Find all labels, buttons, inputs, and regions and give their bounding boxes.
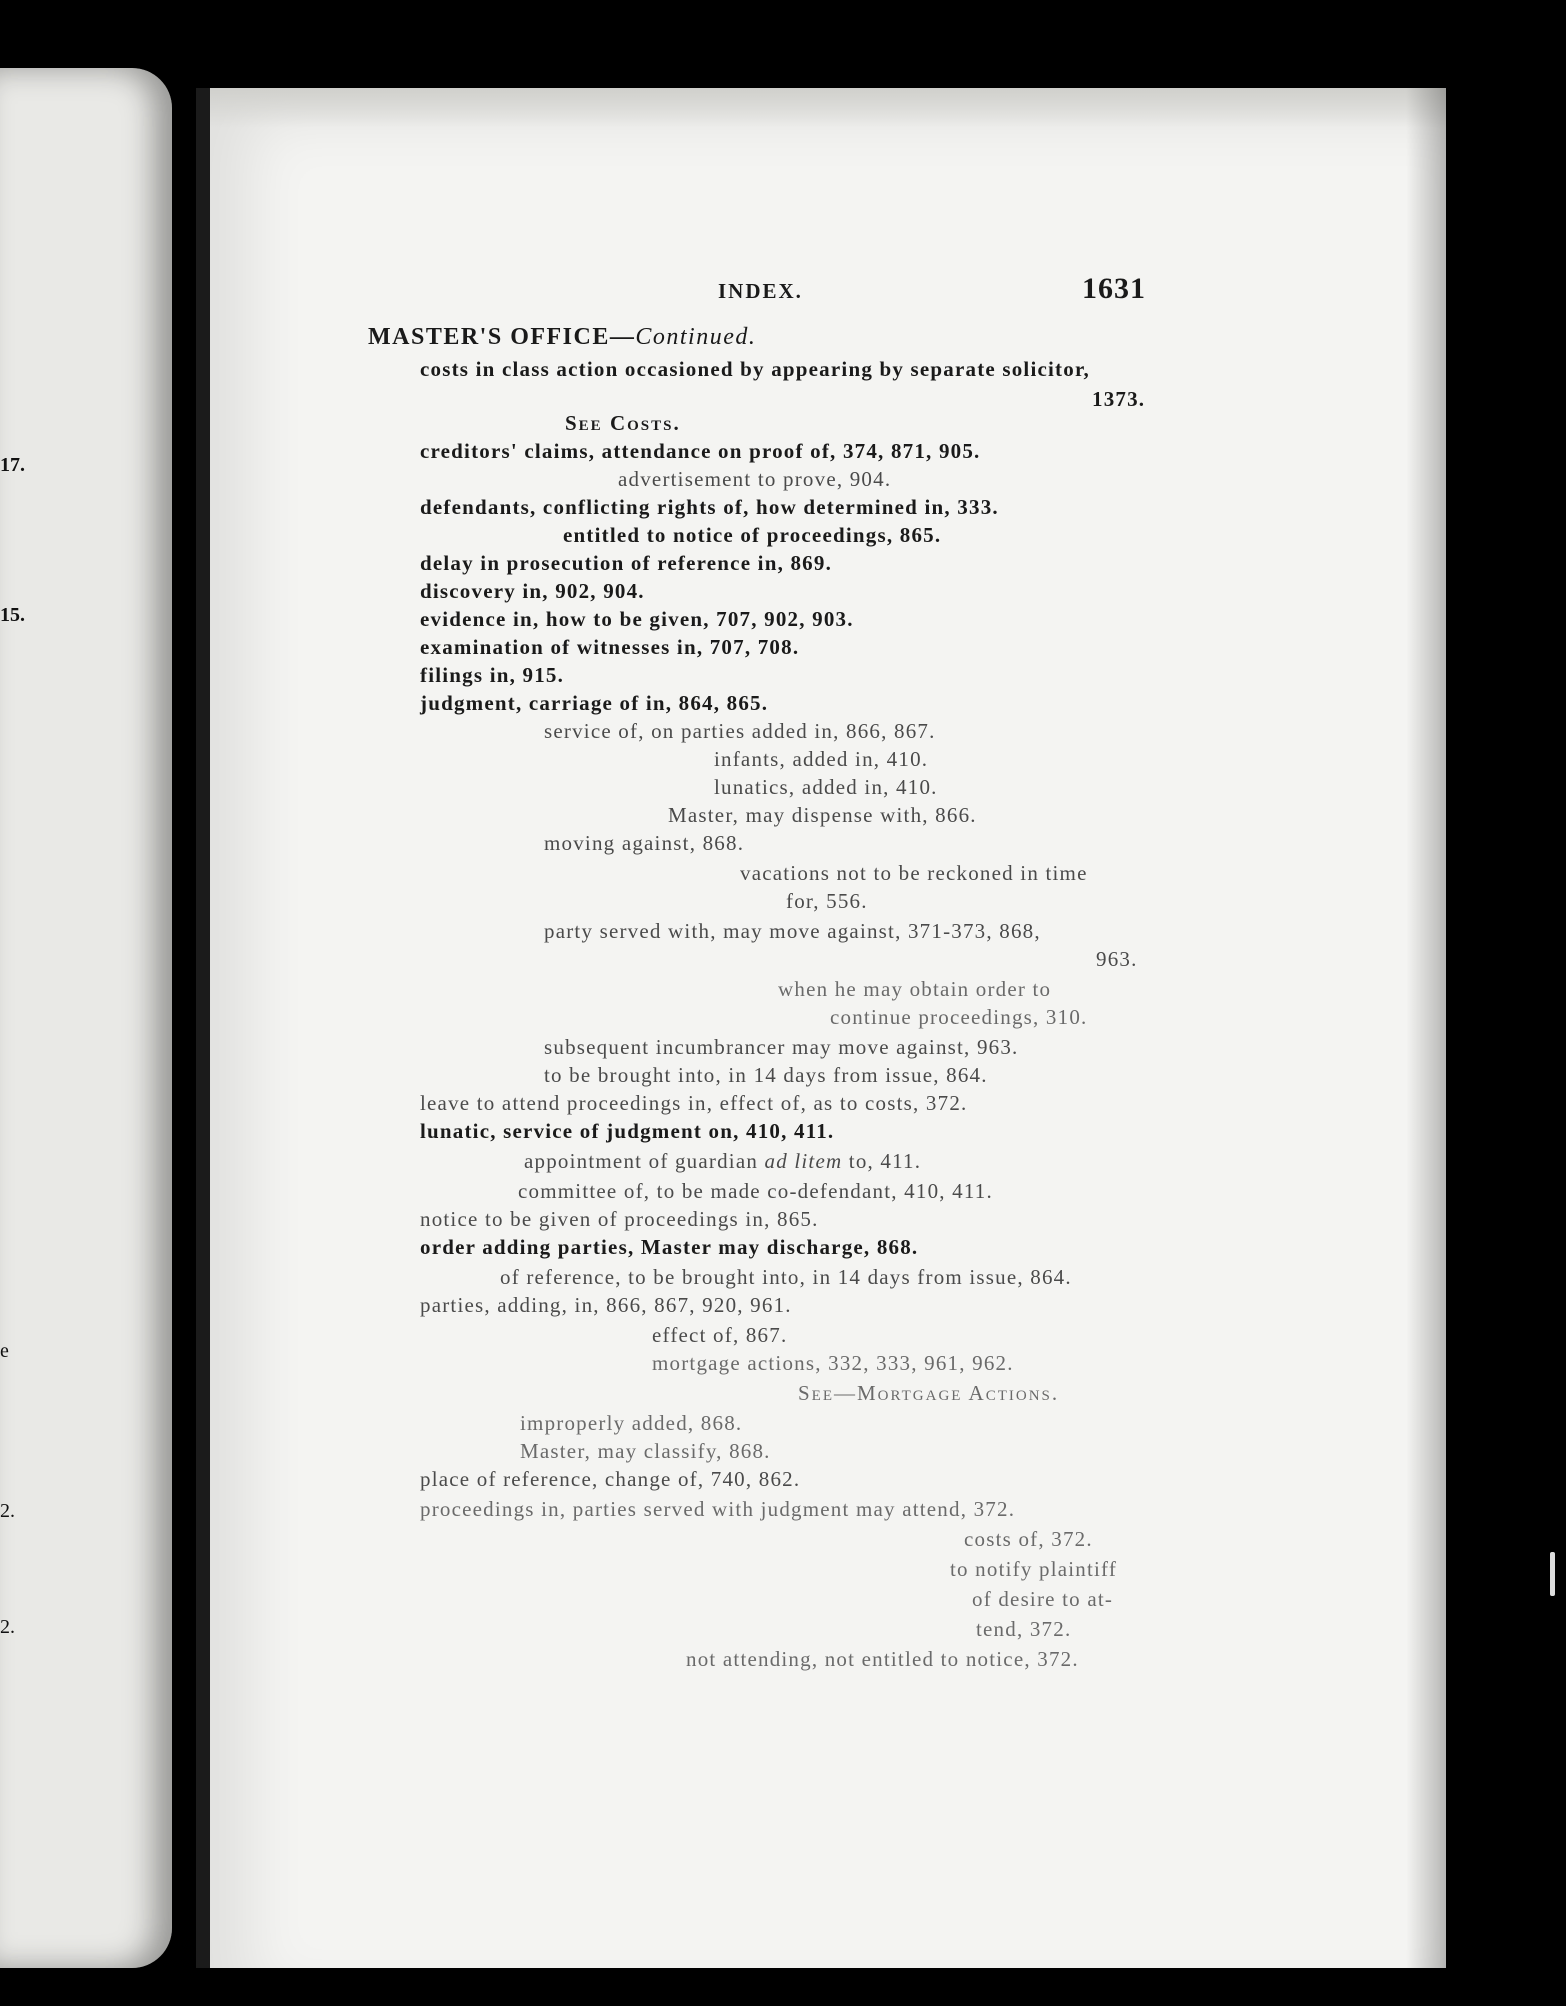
index-entry: 1373. xyxy=(1092,387,1146,411)
index-entry: judgment, carriage of in, 864, 865. xyxy=(420,691,769,715)
index-entry: effect of, 867. xyxy=(652,1323,788,1347)
page-number: 1631 xyxy=(1082,272,1146,305)
index-entry: subsequent incumbrancer may move against, 963. xyxy=(544,1035,1019,1059)
running-title: INDEX. xyxy=(718,279,803,303)
index-entry: tend, 372. xyxy=(976,1617,1072,1641)
index-entry: costs of, 372. xyxy=(964,1527,1093,1551)
index-entry: mortgage actions, 332, 333, 961, 962. xyxy=(652,1351,1014,1375)
index-entry: costs in class action occasioned by appearing by separate solicitor, xyxy=(420,357,1090,381)
index-entry: place of reference, change of, 740, 862. xyxy=(420,1467,801,1491)
index-entry: defendants, conflicting rights of, how determined in, 333. xyxy=(420,495,999,519)
scan-edge-mark xyxy=(1550,1552,1555,1596)
index-entry: when he may obtain order to xyxy=(778,977,1052,1001)
index-entry: leave to attend proceedings in, effect of, as to costs, 372. xyxy=(420,1091,968,1115)
index-entry: infants, added in, 410. xyxy=(714,747,929,771)
left-page-fragment: 17. xyxy=(0,454,25,476)
index-entry: creditors' claims, attendance on proof of, 374, 871, 905. xyxy=(420,439,981,463)
left-page-fragment: 2. xyxy=(0,1500,15,1522)
index-entry: appointment of guardian ad litem to, 411. xyxy=(524,1149,922,1173)
index-entry: of reference, to be brought into, in 14 days from issue, 864. xyxy=(500,1265,1072,1289)
index-entry: parties, adding, in, 866, 867, 920, 961. xyxy=(420,1293,792,1317)
index-entry: moving against, 868. xyxy=(544,831,745,855)
index-entry: filings in, 915. xyxy=(420,663,565,687)
index-page xyxy=(196,88,1446,1968)
index-entry: 963. xyxy=(1096,947,1138,971)
index-entry: order adding parties, Master may discharge, 868. xyxy=(420,1235,919,1259)
left-page-fragment: 2. xyxy=(0,1616,15,1638)
index-entry: delay in prosecution of reference in, 869. xyxy=(420,551,833,575)
index-entry: committee of, to be made co-defendant, 410, 411. xyxy=(518,1179,993,1203)
index-entry: improperly added, 868. xyxy=(520,1411,743,1435)
index-entry: to notify plaintiff xyxy=(950,1557,1118,1581)
left-facing-page xyxy=(0,68,172,1968)
index-heading: MASTER'S OFFICE—Continued. xyxy=(368,324,757,350)
index-entry: of desire to at- xyxy=(972,1587,1114,1611)
left-page-fragment: 15. xyxy=(0,604,25,626)
index-entry: evidence in, how to be given, 707, 902, 903. xyxy=(420,607,854,631)
index-entry: service of, on parties added in, 866, 867. xyxy=(544,719,936,743)
cross-reference: See—Mortgage Actions. xyxy=(798,1381,1060,1405)
index-entry: examination of witnesses in, 707, 708. xyxy=(420,635,800,659)
index-entry: not attending, not entitled to notice, 372. xyxy=(686,1647,1079,1671)
page-edge-shadow xyxy=(1406,88,1446,1968)
index-entry: proceedings in, parties served with judgment may attend, 372. xyxy=(420,1497,1016,1521)
index-entry: Master, may dispense with, 866. xyxy=(668,803,977,827)
index-entry: for, 556. xyxy=(786,889,868,913)
cross-reference: See Costs. xyxy=(565,411,681,435)
index-entry: lunatic, service of judgment on, 410, 411. xyxy=(420,1119,835,1143)
index-entry: to be brought into, in 14 days from issue, 864. xyxy=(544,1063,988,1087)
index-entry: continue proceedings, 310. xyxy=(830,1005,1088,1029)
index-entry: vacations not to be reckoned in time xyxy=(740,861,1088,885)
left-page-fragment: e xyxy=(0,1340,9,1362)
index-entry: notice to be given of proceedings in, 865. xyxy=(420,1207,819,1231)
index-entry: entitled to notice of proceedings, 865. xyxy=(563,523,942,547)
index-entry: lunatics, added in, 410. xyxy=(714,775,938,799)
index-entry: party served with, may move against, 371-373, 868, xyxy=(544,919,1041,943)
index-entry: Master, may classify, 868. xyxy=(520,1439,771,1463)
index-entry: discovery in, 902, 904. xyxy=(420,579,645,603)
index-entry: advertisement to prove, 904. xyxy=(618,467,892,491)
